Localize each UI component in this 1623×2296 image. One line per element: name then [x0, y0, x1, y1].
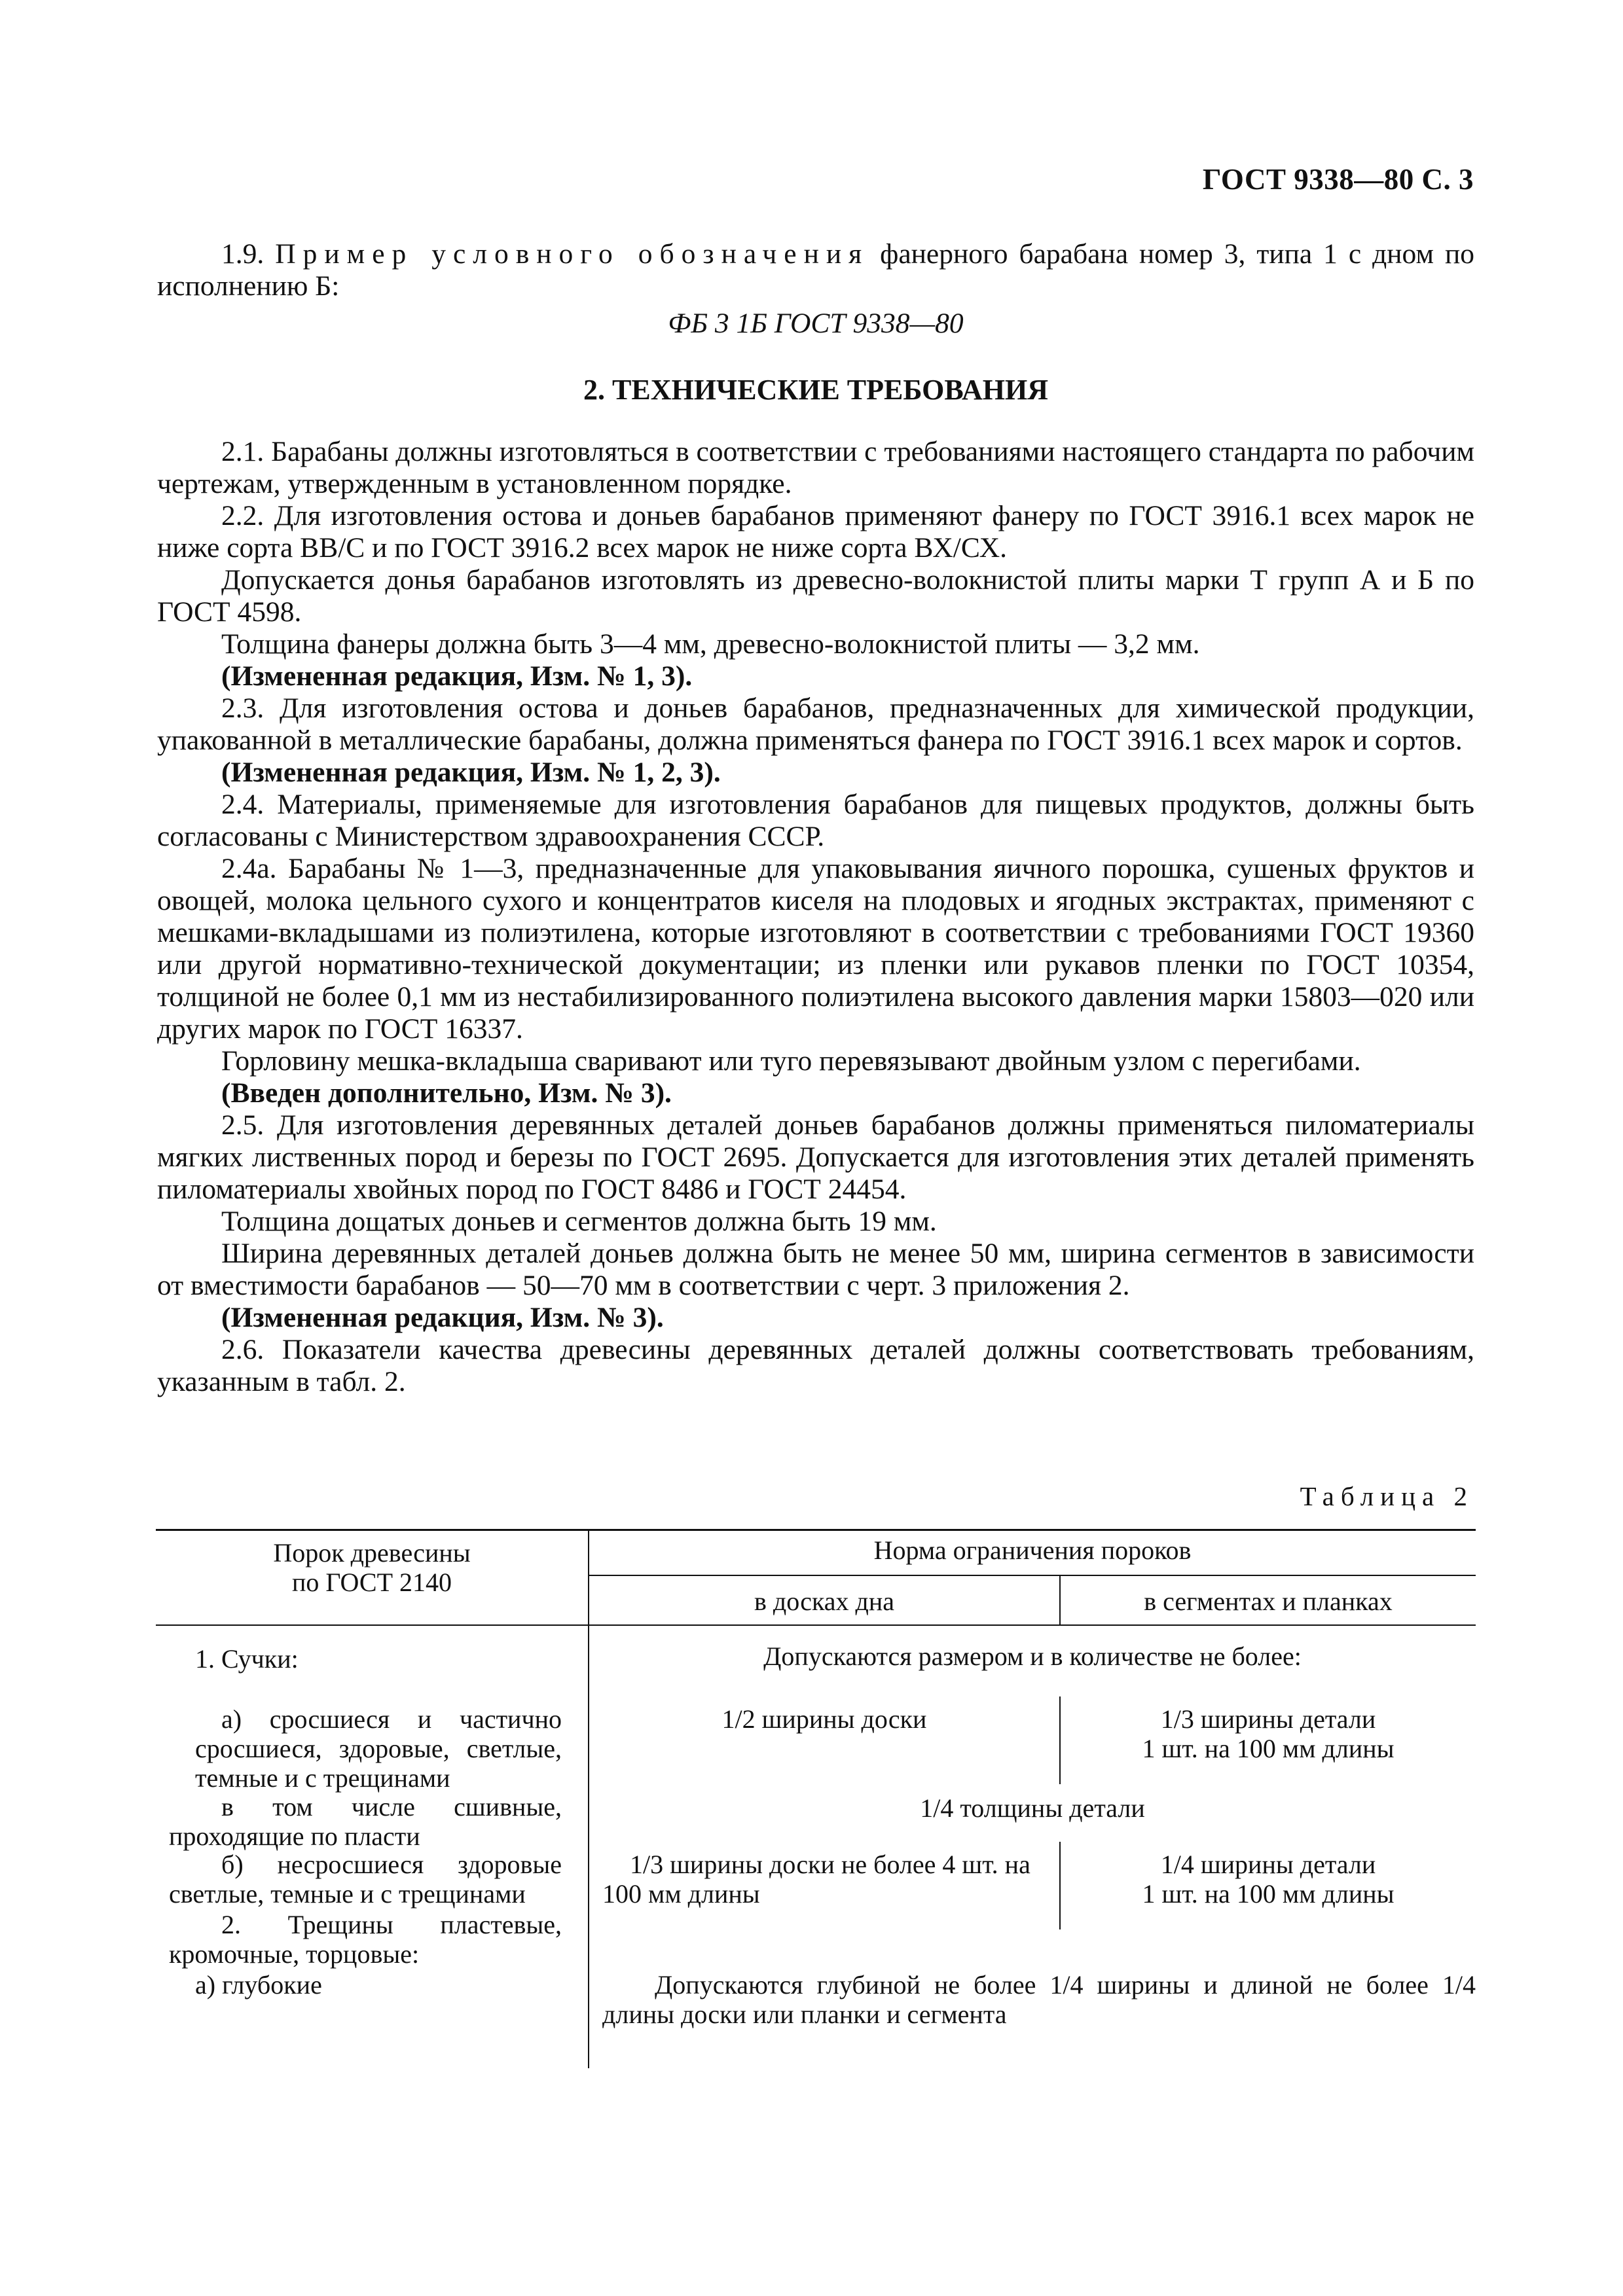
paragraph-2-2c: Толщина фанеры должна быть 3—4 мм, древесно-волокнистой плиты — 3,2 мм.: [221, 628, 1200, 660]
amendment-note: (Измененная редакция, Изм. № 1, 2, 3).: [221, 757, 721, 788]
paragraph-2-3: 2.3. Для изготовления остова и доньев барабанов, предназначенных для химической продукции, упакованной в металлические барабаны, должна применяться фанера по ГОСТ 3916.1 всех марок и сортов.: [157, 692, 1474, 756]
paragraph-2-2: 2.2. Для изготовления остова и доньев барабанов применяют фанеру по ГОСТ 3916.1 всех марок не ниже сорта ВВ/С и по ГОСТ 3916.2 всех марок не ниже сорта ВХ/СХ.: [157, 500, 1474, 564]
paragraph-2-5: 2.5. Для изготовления деревянных деталей доньев барабанов должны применяться пиломатериалы мягких лиственных пород и березы по ГОСТ 2695. Допускается для изготовления этих деталей применять пиломатериалы хвойных пород по ГОСТ 8486 и ГОСТ 24454.: [157, 1109, 1474, 1205]
paragraph-2-4: 2.4. Материалы, применяемые для изготовления барабанов для пищевых продуктов, должны быть согласованы с Министерством здравоохранения СССР.: [157, 789, 1474, 852]
row-knots-label: 1. Сучки:: [195, 1644, 299, 1674]
row-knots-a-segments: 1/3 ширины детали 1 шт. на 100 мм длины: [1142, 1704, 1395, 1763]
header-boards-column: в досках дна: [754, 1587, 895, 1616]
paragraph-2-5c: Ширина деревянных деталей доньев должна быть не менее 50 мм, ширина сегментов в зависимости от вместимости барабанов — 50—70 мм в соответствии с черт. 3 приложения 2.: [157, 1238, 1474, 1301]
table-top-border: [156, 1529, 1476, 1531]
header-segments-column: в сегментах и планках: [1144, 1587, 1393, 1616]
paragraph-1-9: 1.9. Пример условного обозначения фанерного барабана номер 3, типа 1 с дном по исполнению Б:: [157, 238, 1474, 302]
row-knots-a-label: а) сросшиеся и частично сросшиеся, здоровые, светлые, темные и с трещинами: [195, 1704, 562, 1793]
amendment-note: (Измененная редакция, Изм. № 3).: [221, 1302, 664, 1333]
header-norm-group: Норма ограничения пороков: [873, 1535, 1192, 1565]
document-body: [157, 238, 1474, 1398]
row-cracks-a-norm: Допускаются глубиной не более 1/4 ширины и длиной не более 1/4 длины доски или планки и сегмента: [602, 1970, 1476, 2029]
paragraph-2-4a-b: Горловину мешка-вкладыша сваривают или туго перевязывают двойным узлом с перегибами.: [221, 1045, 1361, 1077]
paragraph-2-2b: Допускается донья барабанов изготовлять из древесно-волокнистой плиты марки Т групп А и Б по ГОСТ 4598.: [157, 564, 1474, 628]
paragraph-2-5b: Толщина дощатых доньев и сегментов должна быть 19 мм.: [221, 1206, 937, 1237]
spaced-emphasis: Пример условного обозначения: [275, 238, 869, 270]
defects-table: [156, 1529, 1476, 2068]
paragraph-2-6: 2.6. Показатели качества древесины деревянных деталей должны соответствовать требованиям, указанным в табл. 2.: [157, 1334, 1474, 1397]
page-header: ГОСТ 9338—80 С. 3: [1202, 163, 1474, 196]
header-group-divider: [589, 1575, 1476, 1576]
section-title: 2. ТЕХНИЧЕСКИЕ ТРЕБОВАНИЯ: [583, 374, 1048, 406]
paragraph-2-4a: 2.4а. Барабаны № 1—3, предназначенные для упаковывания яичного порошка, сушеных фруктов и овощей, молока цельного сухого и концентратов киселя на плодовых и ягодных экстрактах, применяют с мешками-вкладышами из полиэтилена, которые изготовляют в соответствии с требованиями ГОСТ 19360 или другой нормативно-технической документации; из пленки или рукавов пленки по ГОСТ 10354, толщиной не более 0,1 мм из нестабилизированного полиэтилена высокого давления марки 15803—020 или других марок по ГОСТ 16337.: [157, 853, 1474, 1045]
header-bottom-border: [156, 1624, 1476, 1626]
amendment-note: (Введен дополнительно, Изм. № 3).: [221, 1077, 672, 1109]
row-knots-stitched-norm: 1/4 толщины детали: [920, 1793, 1145, 1823]
amendment-note: (Измененная редакция, Изм. № 1, 3).: [221, 660, 693, 692]
paragraph-2-1: 2.1. Барабаны должны изготовляться в соответствии с требованиями настоящего стандарта по рабочим чертежам, утвержденным в установленном порядке.: [157, 436, 1474, 499]
designation-example: ФБ 3 1Б ГОСТ 9338—80: [668, 308, 964, 339]
row-knots-b-segments: 1/4 ширины детали 1 шт. на 100 мм длины: [1142, 1850, 1395, 1909]
row-cracks-label: 2. Трещины пластевые, кромочные, торцовые:: [169, 1910, 562, 1969]
row-knots-stitched-label: в том числе сшивные, проходящие по пласти: [169, 1792, 562, 1851]
row-knots-norm: Допускаются размером и в количестве не более:: [763, 1641, 1302, 1671]
row-knots-a-boards: 1/2 ширины доски: [721, 1704, 927, 1734]
row-knots-b-label: б) несросшиеся здоровые светлые, темные и с трещинами: [169, 1850, 562, 1909]
row-cracks-a-label: а) глубокие: [195, 1970, 322, 2000]
header-defect-column: Порок древесины по ГОСТ 2140: [273, 1538, 471, 1597]
row-knots-b-boards: 1/3 ширины доски не более 4 шт. на 100 мм длины: [602, 1850, 1030, 1909]
table-caption: Таблица 2: [1300, 1481, 1474, 1511]
